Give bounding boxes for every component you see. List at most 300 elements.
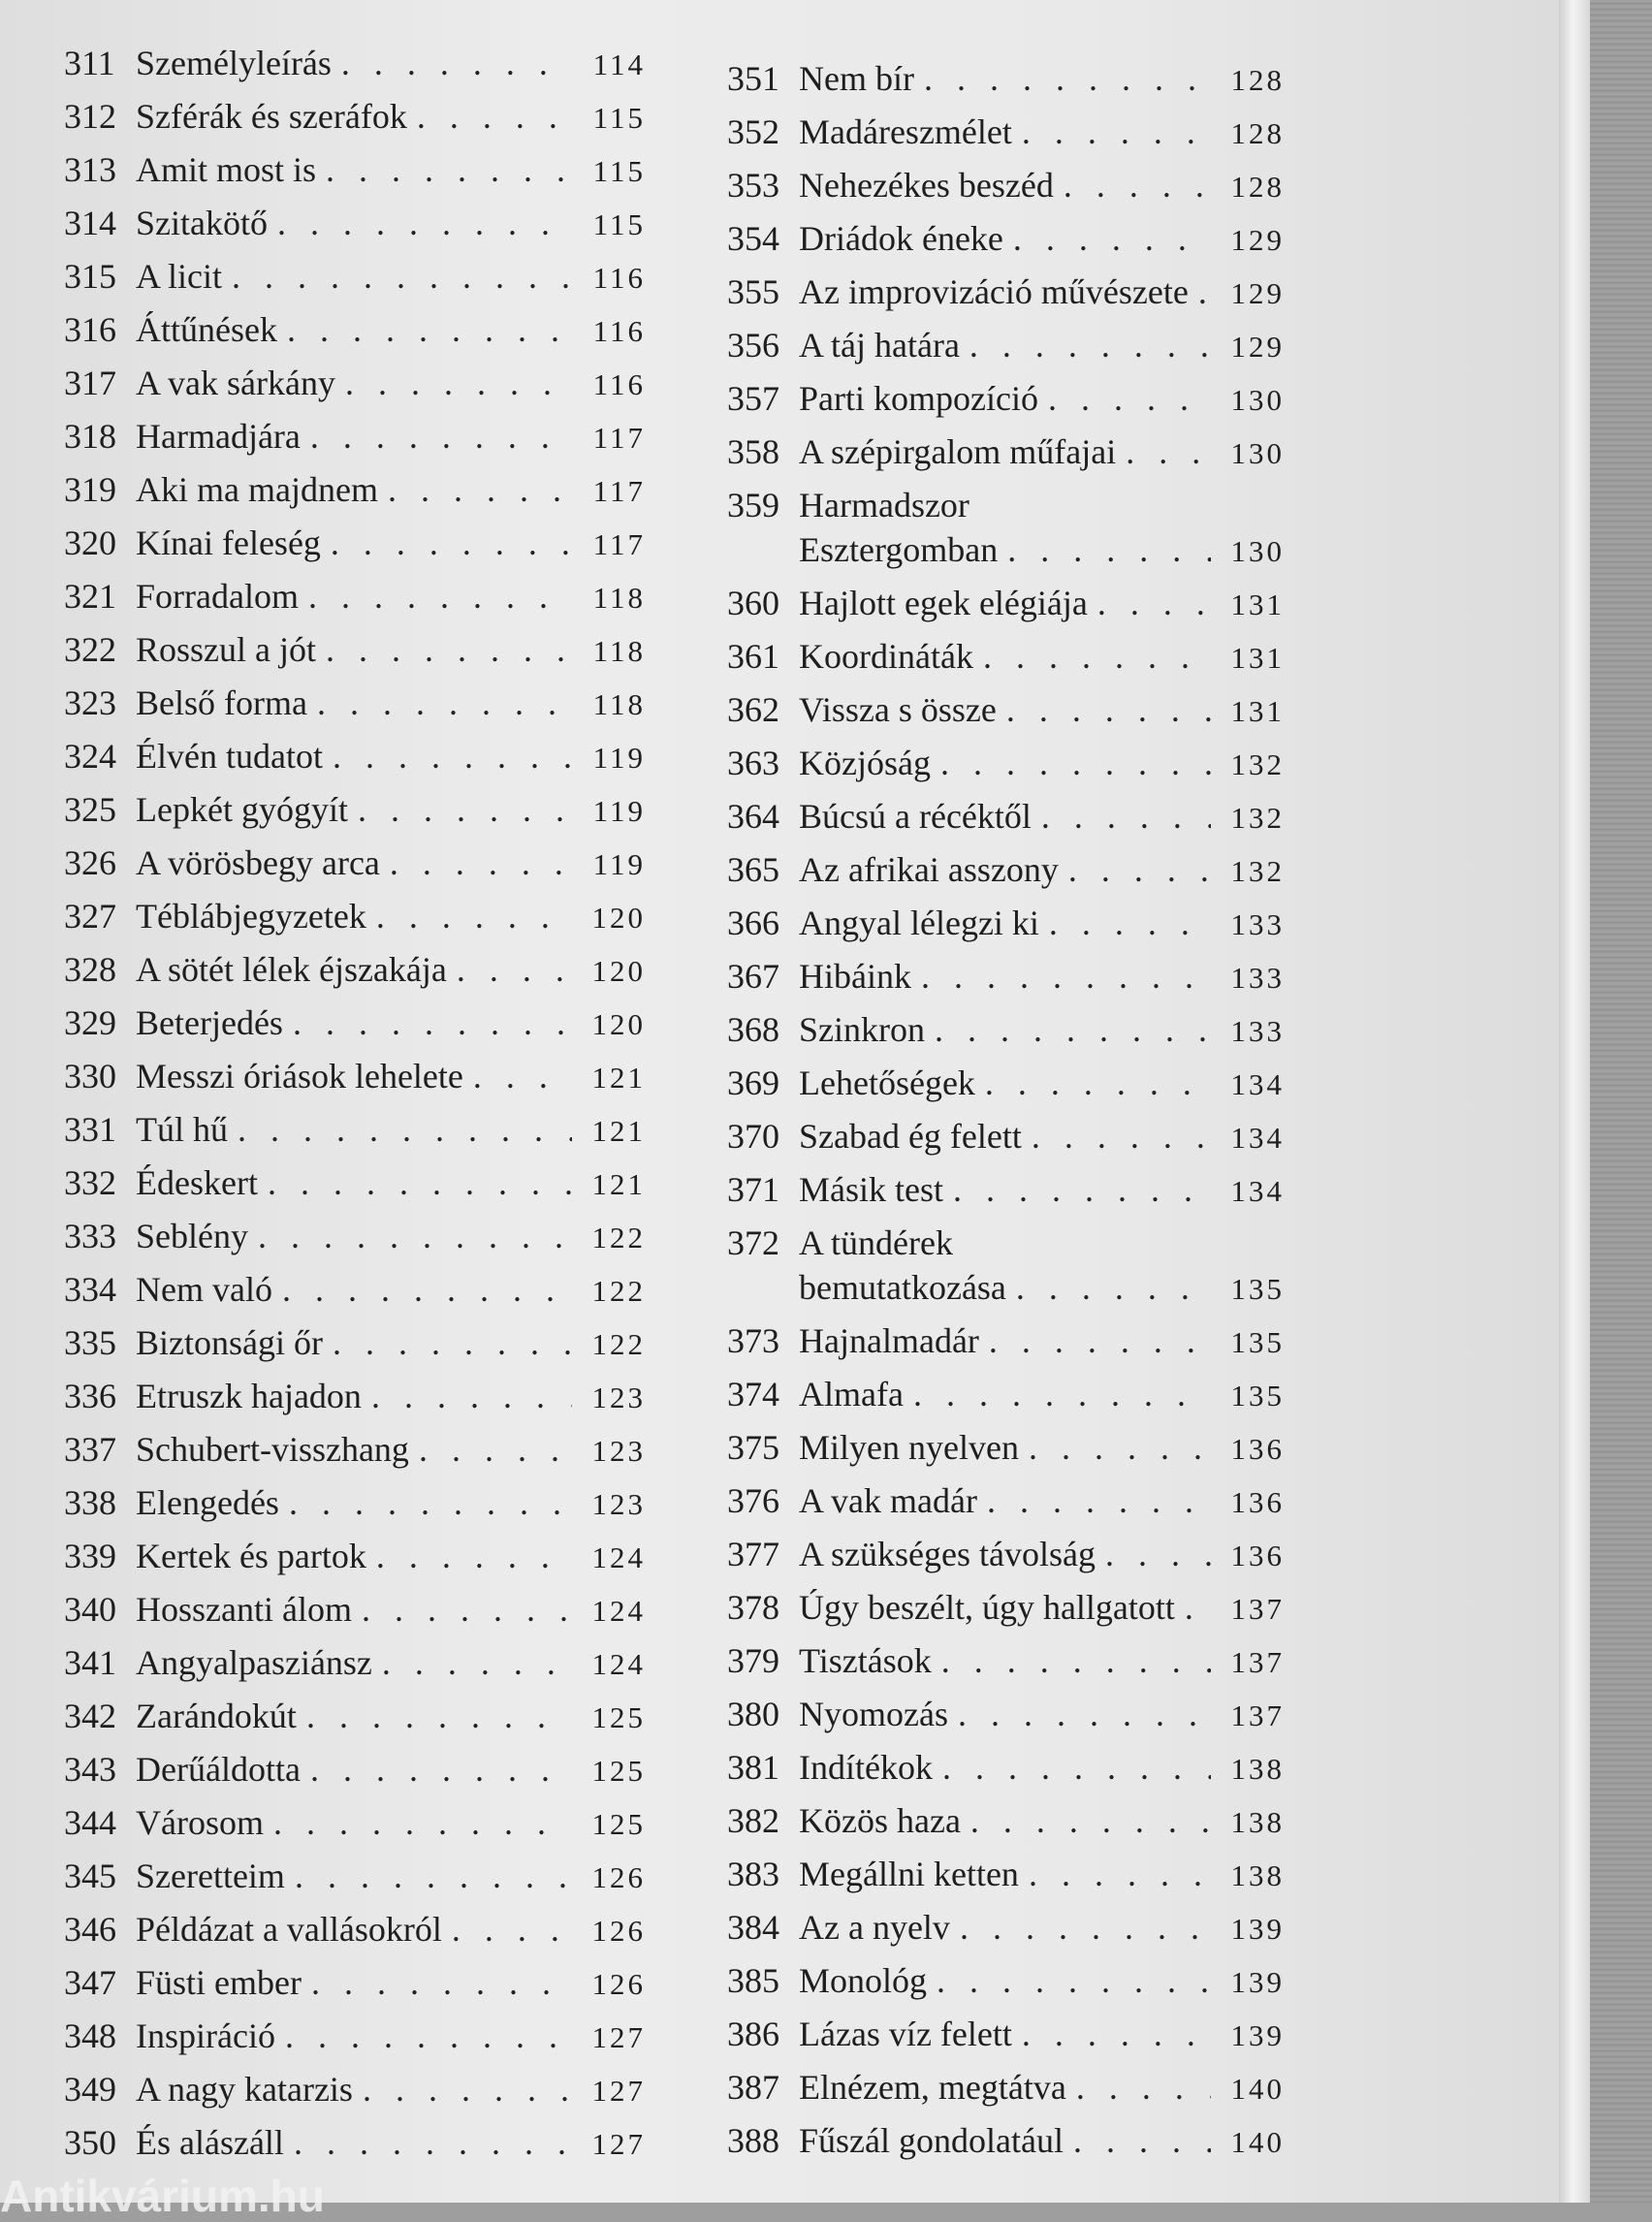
- dot-leader: [1064, 165, 1211, 206]
- toc-entry: [727, 1320, 1285, 1374]
- entry-number: 381: [727, 1748, 779, 1787]
- entry-page: 121: [591, 1114, 646, 1148]
- entry-title: Milyen nyelven: [799, 1428, 1019, 1467]
- entry-page: 120: [591, 901, 646, 935]
- entry-title-continuation: Esztergomban: [799, 530, 999, 569]
- dot-leader: [1185, 1587, 1211, 1628]
- entry-title: Derűáldotta: [136, 1750, 301, 1789]
- toc-entry: [727, 1116, 1285, 1169]
- toc-entry: [64, 682, 646, 736]
- toc-entry: [64, 629, 646, 682]
- entry-number: 311: [64, 44, 115, 82]
- entry-number: 314: [64, 204, 116, 242]
- dot-leader: [333, 1322, 572, 1363]
- entry-number: 358: [727, 432, 779, 471]
- entry-number: 327: [64, 897, 116, 936]
- dot-leader: [960, 1907, 1211, 1948]
- entry-page: 122: [591, 1274, 646, 1308]
- entry-number: 340: [64, 1590, 116, 1629]
- entry-title: Elnézem, megtátva: [799, 2068, 1066, 2107]
- entry-title: A táj határa: [799, 326, 960, 365]
- entry-number: 334: [64, 1270, 116, 1309]
- entry-title: Harmadjára: [136, 417, 301, 456]
- dot-leader: [258, 1216, 572, 1256]
- entry-title: Búcsú a récéktől: [799, 797, 1032, 836]
- entry-title: Amit most is: [136, 150, 317, 189]
- toc-entry: [64, 309, 646, 363]
- dot-leader: [363, 2069, 572, 2110]
- dot-leader: [268, 1162, 572, 1203]
- entry-page: 117: [592, 474, 646, 508]
- toc-entry: [64, 1429, 646, 1482]
- entry-number: 313: [64, 150, 116, 189]
- entry-page: 114: [592, 48, 646, 81]
- toc-entry: [64, 469, 646, 523]
- dot-leader: [333, 736, 572, 777]
- entry-page: 139: [1230, 2018, 1285, 2052]
- entry-number: 339: [64, 1537, 116, 1575]
- toc-entry: [64, 1962, 646, 2016]
- entry-number: 375: [727, 1428, 779, 1467]
- entry-page: 128: [1230, 170, 1285, 204]
- entry-number: 349: [64, 2070, 116, 2109]
- entry-title: Parti kompozíció: [799, 379, 1038, 418]
- toc-entry: [64, 1376, 646, 1429]
- entry-page: 135: [1230, 1379, 1285, 1413]
- entry-page: 128: [1230, 63, 1285, 97]
- entry-page: 130: [1230, 383, 1285, 417]
- toc-entry: [64, 736, 646, 789]
- toc-entry: [727, 431, 1285, 485]
- dot-leader: [390, 842, 572, 883]
- entry-page: 137: [1230, 1645, 1285, 1679]
- toc-entry: [64, 1269, 646, 1322]
- toc-entry: [727, 1854, 1285, 1907]
- entry-number: 328: [64, 950, 116, 989]
- entry-page: 118: [592, 634, 646, 668]
- entry-number: 315: [64, 257, 116, 296]
- dot-leader: [1073, 2120, 1211, 2161]
- dot-leader: [388, 469, 572, 510]
- entry-page: 115: [592, 154, 646, 188]
- dot-leader: [1076, 2067, 1211, 2108]
- dot-leader: [924, 58, 1211, 99]
- entry-number: 371: [727, 1170, 779, 1209]
- dot-leader: [1007, 529, 1211, 570]
- toc-entry: [727, 1694, 1285, 1747]
- entry-page: 139: [1230, 1965, 1285, 1999]
- toc-entry: [727, 271, 1285, 325]
- entry-title: Inspiráció: [136, 2016, 275, 2055]
- entry-page: 126: [591, 1860, 646, 1894]
- dot-leader: [341, 43, 572, 83]
- toc-entry: [727, 2067, 1285, 2120]
- dot-leader: [958, 1694, 1211, 1734]
- toc-entry: [64, 1322, 646, 1376]
- dot-leader: [937, 1960, 1211, 2001]
- entry-title: Szeretteim: [136, 1857, 285, 1895]
- entry-page: 117: [592, 527, 646, 561]
- entry-title: Angyalpasziánsz: [136, 1643, 372, 1682]
- dot-leader: [1022, 2014, 1211, 2054]
- entry-page: 133: [1230, 1014, 1285, 1048]
- toc-entry: [727, 903, 1285, 956]
- entry-page: 120: [591, 954, 646, 988]
- entry-number: 329: [64, 1003, 116, 1042]
- entry-page: 119: [592, 794, 646, 828]
- entry-page: 119: [592, 741, 646, 775]
- entry-number: 324: [64, 737, 116, 776]
- toc-entry: [727, 165, 1285, 218]
- entry-title: Másik test: [799, 1170, 943, 1209]
- entry-title: Schubert-visszhang: [136, 1430, 409, 1469]
- entry-number: 316: [64, 310, 116, 349]
- entry-title: Kertek és partok: [136, 1537, 366, 1575]
- toc-entry: [64, 523, 646, 576]
- entry-title: Édeskert: [136, 1163, 258, 1202]
- toc-entry-first-line: [727, 1222, 1285, 1267]
- entry-title: Az afrikai asszony: [799, 850, 1059, 889]
- entry-number: 372: [727, 1223, 779, 1262]
- dot-leader: [308, 576, 572, 617]
- entry-page: 124: [591, 1540, 646, 1574]
- entry-number: 369: [727, 1063, 779, 1102]
- dot-leader: [1016, 1267, 1211, 1308]
- entry-number: 355: [727, 272, 779, 311]
- entry-title: Forradalom: [136, 577, 299, 616]
- entry-number: 379: [727, 1641, 779, 1680]
- toc-entry-continuation: [727, 1267, 1285, 1320]
- toc-entry: [727, 325, 1285, 378]
- dot-leader: [1022, 111, 1211, 152]
- entry-number: 330: [64, 1057, 116, 1095]
- entry-page: 119: [592, 847, 646, 881]
- entry-number: 350: [64, 2123, 116, 2162]
- toc-column-left: [64, 43, 646, 2175]
- entry-number: 376: [727, 1481, 779, 1520]
- entry-number: 322: [64, 630, 116, 669]
- entry-page: 134: [1230, 1174, 1285, 1208]
- entry-title: Rosszul a jót: [136, 630, 316, 669]
- toc-entry: [727, 689, 1285, 743]
- entry-title: A vörösbegy arca: [136, 843, 380, 882]
- dot-leader: [1041, 796, 1211, 837]
- entry-number: 321: [64, 577, 116, 616]
- entry-number: 343: [64, 1750, 116, 1789]
- entry-title: Nehezékes beszéd: [799, 166, 1054, 205]
- entry-number: 312: [64, 97, 116, 136]
- dot-leader: [358, 789, 572, 830]
- toc-entry: [64, 842, 646, 896]
- entry-title: Lázas víz felett: [799, 2015, 1012, 2053]
- entry-page: 120: [591, 1007, 646, 1041]
- entry-title: Elengedés: [136, 1483, 279, 1522]
- dot-leader: [1097, 583, 1211, 623]
- dot-leader: [1049, 903, 1211, 943]
- dot-leader: [987, 1480, 1211, 1521]
- toc-entry-first-line: [727, 485, 1285, 529]
- entry-page: 133: [1230, 961, 1285, 995]
- entry-title: A szépirgalom műfajai: [799, 432, 1117, 471]
- entry-title: Aki ma majdnem: [136, 470, 378, 509]
- toc-entry: [727, 956, 1285, 1009]
- entry-number: 336: [64, 1377, 116, 1415]
- entry-page: 132: [1230, 747, 1285, 781]
- dot-leader: [289, 1482, 572, 1523]
- entry-page: 131: [1230, 694, 1285, 728]
- entry-page: 135: [1230, 1325, 1285, 1359]
- entry-page: 130: [1230, 436, 1285, 470]
- entry-number: 354: [727, 219, 779, 258]
- toc-entry: [727, 583, 1285, 636]
- entry-title: Vissza s össze: [799, 690, 997, 729]
- entry-number: 378: [727, 1588, 779, 1627]
- dot-leader: [983, 636, 1211, 677]
- entry-title: Nyomozás: [799, 1695, 948, 1733]
- entry-title: Lepkét gyógyít: [136, 790, 348, 829]
- entry-title: A nagy katarzis: [136, 2070, 353, 2109]
- entry-page: 116: [592, 314, 646, 348]
- entry-page: 121: [591, 1061, 646, 1095]
- entry-title: Hosszanti álom: [136, 1590, 352, 1629]
- entry-title: Városom: [136, 1803, 264, 1842]
- dot-leader: [295, 1856, 572, 1896]
- entry-number: 318: [64, 417, 116, 456]
- entry-number: 352: [727, 112, 779, 151]
- entry-page: 137: [1230, 1698, 1285, 1732]
- dot-leader: [285, 2016, 572, 2056]
- entry-title: Téblábjegyzetek: [136, 897, 366, 936]
- dot-leader: [1048, 378, 1211, 419]
- dot-leader: [417, 96, 572, 137]
- entry-title: Kínai feleség: [136, 524, 321, 562]
- dot-leader: [1032, 1116, 1211, 1157]
- entry-title: Almafa: [799, 1375, 904, 1413]
- entry-page: 136: [1230, 1432, 1285, 1466]
- dot-leader: [1126, 431, 1211, 472]
- dot-leader: [294, 2122, 572, 2163]
- dot-leader: [317, 682, 572, 723]
- entry-title: Szabad ég felett: [799, 1117, 1022, 1156]
- toc-entry: [64, 1482, 646, 1536]
- dot-leader: [457, 949, 572, 990]
- entry-page: 118: [592, 687, 646, 721]
- toc-entry: [727, 1800, 1285, 1854]
- entry-title: Etruszk hajadon: [136, 1377, 362, 1415]
- entry-page: 115: [592, 207, 646, 241]
- entry-number: 335: [64, 1323, 116, 1362]
- entry-title: Angyal lélegzi ki: [799, 904, 1039, 942]
- toc-entry: [64, 576, 646, 629]
- entry-title: Élvén tudatot: [136, 737, 323, 776]
- toc-entry: [64, 2122, 646, 2175]
- dot-leader: [326, 149, 572, 190]
- toc-entry: [727, 1009, 1285, 1063]
- toc-entry: [64, 1002, 646, 1056]
- entry-page: 132: [1230, 801, 1285, 835]
- entry-number: 370: [727, 1117, 779, 1156]
- entry-page: 140: [1230, 2072, 1285, 2106]
- entry-number: 342: [64, 1697, 116, 1735]
- entry-number: 319: [64, 470, 116, 509]
- entry-title: A szükséges távolság: [799, 1535, 1096, 1573]
- entry-title: Beterjedés: [136, 1003, 283, 1042]
- entry-title: Harmadszor: [799, 486, 969, 524]
- dot-leader: [1198, 271, 1211, 312]
- entry-page: 138: [1230, 1752, 1285, 1786]
- entry-number: 387: [727, 2068, 779, 2107]
- entry-page: 125: [591, 1700, 646, 1734]
- entry-number: 367: [727, 957, 779, 996]
- entry-number: 317: [64, 364, 116, 402]
- toc-entry: [727, 218, 1285, 271]
- entry-title: Seblény: [136, 1217, 248, 1255]
- toc-entry: [727, 743, 1285, 796]
- entry-page: 127: [591, 2074, 646, 2108]
- entry-title: Úgy beszélt, úgy hallgatott: [799, 1588, 1175, 1627]
- entry-page: 127: [591, 2127, 646, 2161]
- toc-entry: [64, 949, 646, 1002]
- toc-entry: [727, 1640, 1285, 1694]
- entry-page: 135: [1230, 1272, 1285, 1306]
- dot-leader: [1105, 1534, 1211, 1574]
- entry-number: 347: [64, 1963, 116, 2002]
- entry-number: 338: [64, 1483, 116, 1522]
- dot-leader: [277, 203, 572, 243]
- dot-leader: [310, 416, 572, 457]
- entry-page: 118: [592, 581, 646, 615]
- entry-page: 127: [591, 2020, 646, 2054]
- entry-title: Hajlott egek elégiája: [799, 584, 1088, 622]
- entry-number: 388: [727, 2121, 779, 2160]
- entry-number: 361: [727, 637, 779, 676]
- entry-title: Túl hű: [136, 1110, 228, 1149]
- entry-number: 346: [64, 1910, 116, 1949]
- toc-entry: [64, 1749, 646, 1802]
- entry-page: 121: [591, 1167, 646, 1201]
- dot-leader: [913, 1374, 1211, 1414]
- entry-page: 116: [592, 261, 646, 295]
- entry-number: 385: [727, 1961, 779, 2000]
- entry-title: Monológ: [799, 1961, 928, 2000]
- entry-title: Fűszál gondolatául: [799, 2121, 1064, 2160]
- entry-title: Belső forma: [136, 683, 307, 722]
- entry-title: A vak sárkány: [136, 364, 335, 402]
- toc-entry: [727, 849, 1285, 903]
- entry-title: Koordináták: [799, 637, 973, 676]
- entry-title: Madáreszmélet: [799, 112, 1012, 151]
- dot-leader: [970, 1800, 1211, 1841]
- watermark-text: Antikvárium.hu: [0, 2171, 325, 2221]
- toc-entry: [64, 256, 646, 309]
- entry-title: Biztonsági őr: [136, 1323, 323, 1362]
- entry-title: A vak madár: [799, 1481, 977, 1520]
- entry-page: 133: [1230, 907, 1285, 941]
- entry-number: 356: [727, 326, 779, 365]
- entry-page: 134: [1230, 1067, 1285, 1101]
- toc-entry: [727, 378, 1285, 431]
- entry-number: 360: [727, 584, 779, 622]
- toc-entry: [727, 1427, 1285, 1480]
- entry-title: Hibáink: [799, 957, 911, 996]
- toc-entry: [727, 636, 1285, 689]
- entry-title: Közjóság: [799, 744, 931, 782]
- dot-leader: [452, 1909, 572, 1950]
- entry-number: 331: [64, 1110, 116, 1149]
- toc-entry: [727, 2014, 1285, 2067]
- entry-number: 326: [64, 843, 116, 882]
- entry-page: 123: [591, 1434, 646, 1468]
- toc-entry: [727, 1960, 1285, 2014]
- entry-title: Füsti ember: [136, 1963, 302, 2002]
- dot-leader: [1013, 218, 1211, 259]
- entry-number: 325: [64, 790, 116, 829]
- entry-title: Az a nyelv: [799, 1908, 950, 1947]
- toc-entry: [64, 896, 646, 949]
- entry-number: 344: [64, 1803, 116, 1842]
- toc-entry: [64, 1056, 646, 1109]
- entry-page: 138: [1230, 1805, 1285, 1839]
- entry-title: A tündérek: [799, 1223, 953, 1262]
- entry-number: 384: [727, 1908, 779, 1947]
- entry-number: 345: [64, 1857, 116, 1895]
- entry-title: Áttűnések: [136, 310, 277, 349]
- dot-leader: [935, 1009, 1211, 1050]
- entry-number: 373: [727, 1321, 779, 1360]
- dot-leader: [921, 956, 1211, 997]
- toc-entry: [727, 2120, 1285, 2174]
- dot-leader: [273, 1802, 572, 1843]
- entry-title: A licit: [136, 257, 222, 296]
- entry-page: 131: [1230, 641, 1285, 675]
- entry-page: 134: [1230, 1121, 1285, 1155]
- toc-entry: [64, 2069, 646, 2122]
- entry-title: Driádok éneke: [799, 219, 1003, 258]
- toc-entry: [727, 58, 1285, 111]
- dot-leader: [376, 896, 572, 936]
- entry-page: 130: [1230, 534, 1285, 568]
- entry-title: Az improvizáció művészete: [799, 272, 1189, 311]
- entry-number: 332: [64, 1163, 116, 1202]
- toc-entry: [64, 363, 646, 416]
- toc-entry: [64, 1216, 646, 1269]
- entry-title: Hajnalmadár: [799, 1321, 979, 1360]
- entry-number: 386: [727, 2015, 779, 2053]
- entry-number: 337: [64, 1430, 116, 1469]
- toc-entry: [64, 203, 646, 256]
- toc-entry: [64, 1536, 646, 1589]
- entry-title: Lehetőségek: [799, 1063, 975, 1102]
- toc-entry: [64, 2016, 646, 2069]
- entry-page: 128: [1230, 116, 1285, 150]
- toc-entry: [64, 1909, 646, 1962]
- toc-entry: [64, 149, 646, 203]
- dot-leader: [287, 309, 572, 350]
- entry-title: Szférák és szeráfok: [136, 97, 407, 136]
- dot-leader: [1068, 849, 1211, 890]
- toc-entry: [727, 1063, 1285, 1116]
- toc-entry: [727, 796, 1285, 849]
- toc-entry: [727, 1747, 1285, 1800]
- entry-page: 136: [1230, 1485, 1285, 1519]
- dot-leader: [371, 1376, 572, 1416]
- toc-entry: [727, 1587, 1285, 1640]
- entry-number: 377: [727, 1535, 779, 1573]
- dot-leader: [1006, 689, 1211, 730]
- entry-title: Messzi óriások lehelete: [136, 1057, 463, 1095]
- entry-title: És alászáll: [136, 2123, 284, 2162]
- entry-number: 348: [64, 2016, 116, 2055]
